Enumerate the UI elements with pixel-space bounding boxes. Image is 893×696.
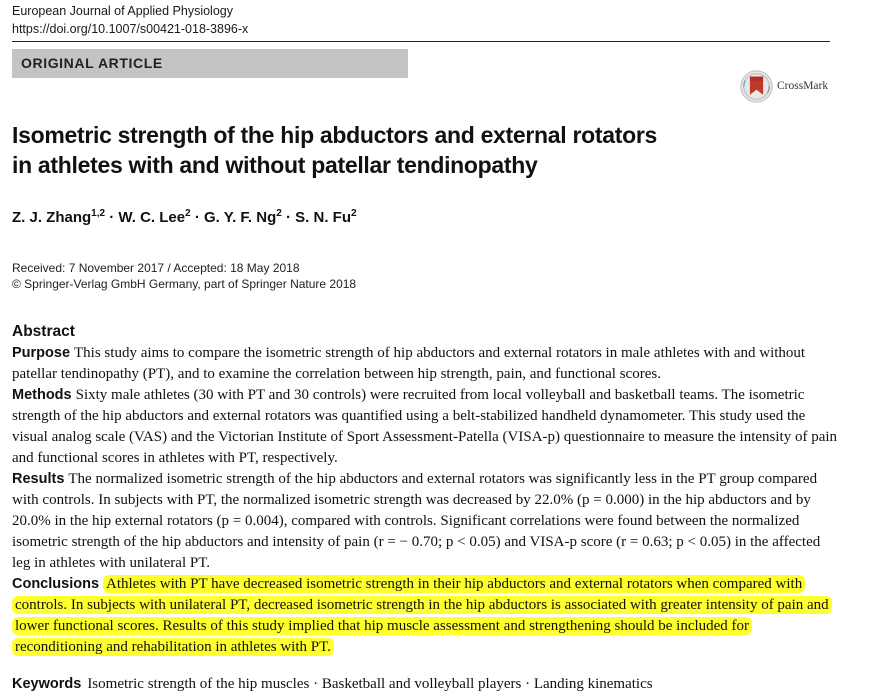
- keywords-label: Keywords: [12, 676, 82, 692]
- author-name[interactable]: S. N. Fu: [295, 209, 352, 226]
- conclusions-label: Conclusions: [12, 576, 100, 592]
- author-affiliation: 2: [276, 208, 282, 219]
- copyright-line: © Springer-Verlag GmbH Germany, part of Springer Nature 2018: [12, 277, 357, 291]
- keywords: [12, 676, 653, 693]
- journal-header: [12, 2, 248, 38]
- received-accepted-dates: Received: 7 November 2017 / Accepted: 18 May 2018: [12, 261, 300, 275]
- doi-link[interactable]: https://doi.org/10.1007/s00421-018-3896-x: [12, 22, 249, 36]
- crossmark-icon: [740, 70, 773, 103]
- author-separator: ·: [281, 209, 296, 226]
- header-rule: [12, 41, 830, 42]
- article-type-bar: [12, 49, 408, 78]
- purpose-text: This study aims to compare the isometric strength of hip abductors and external rotators in male athletes with and without patellar tendinopathy (PT), and to examine the correlation between hip strength, pain, and functional scores.: [12, 345, 806, 382]
- author-list: [12, 208, 357, 226]
- crossmark-label: CrossMark: [777, 80, 829, 92]
- author-affiliation: 1,2: [91, 208, 106, 219]
- author-affiliation: 2: [185, 208, 191, 219]
- author-name[interactable]: W. C. Lee: [118, 209, 186, 226]
- methods-label: Methods: [12, 387, 72, 403]
- abstract-results: [12, 469, 840, 574]
- title-line-2: in athletes with and without patellar tendinopathy: [12, 152, 538, 178]
- journal-name: European Journal of Applied Physiology: [12, 4, 233, 18]
- author-affiliation: 2: [351, 208, 357, 219]
- conclusions-highlighted-text: Athletes with PT have decreased isometric strength in their hip abductors and external rotators when compared with controls. In subjects with unilateral PT, decreased isometric strength in the hip abductors is associated with greater intensity of pain and lower functional scores. Results of this study implied that hip muscle assessment and strengthening should be included for reconditioning and rehabilitation in athletes with PT.: [12, 575, 832, 656]
- publication-dates: [12, 260, 356, 292]
- author-name[interactable]: G. Y. F. Ng: [204, 209, 277, 226]
- crossmark-badge[interactable]: [740, 69, 828, 103]
- author-name[interactable]: Z. J. Zhang: [12, 209, 92, 226]
- abstract-conclusions: [12, 574, 840, 658]
- methods-text: Sixty male athletes (30 with PT and 30 controls) were recruited from local volleyball and basketball teams. The isometric strength of the hip abductors and external rotators was quantified using a belt-stabilized handheld dynamometer. This study used the visual analog scale (VAS) and the Victorian Institute of Sport Assessment-Patella (VISA-p) questionnaire to measure the intensity of pain and functional scores in athletes with PT, respectively.: [12, 387, 838, 466]
- results-label: Results: [12, 471, 65, 487]
- article-type-label: ORIGINAL ARTICLE: [21, 55, 163, 71]
- keywords-text: Isometric strength of the hip muscles · Basketball and volleyball players · Landing kinematics: [87, 676, 653, 692]
- author-separator: ·: [190, 209, 205, 226]
- author-separator: ·: [105, 209, 119, 226]
- article-title: [12, 120, 772, 180]
- purpose-label: Purpose: [12, 345, 71, 361]
- abstract-purpose: [12, 343, 840, 385]
- abstract: [12, 321, 840, 658]
- results-text: The normalized isometric strength of the hip abductors and external rotators was significantly less in the PT group compared with controls. In subjects with PT, the normalized isometric strength was decreased by 22.0% (p = 0.000) in the hip abductors and by 20.0% in the hip external rotators (p = 0.004), compared with controls. Significant correlations were found between the normalized isometric strength of the hip abductors and intensity of pain (r = − 0.70; p < 0.05) and VISA-p score (r = 0.63; p < 0.05) in the affected leg in athletes with unilateral PT.: [12, 471, 821, 571]
- title-line-1: Isometric strength of the hip abductors and external rotators: [12, 122, 657, 148]
- abstract-heading: Abstract: [12, 323, 75, 340]
- abstract-methods: [12, 385, 840, 469]
